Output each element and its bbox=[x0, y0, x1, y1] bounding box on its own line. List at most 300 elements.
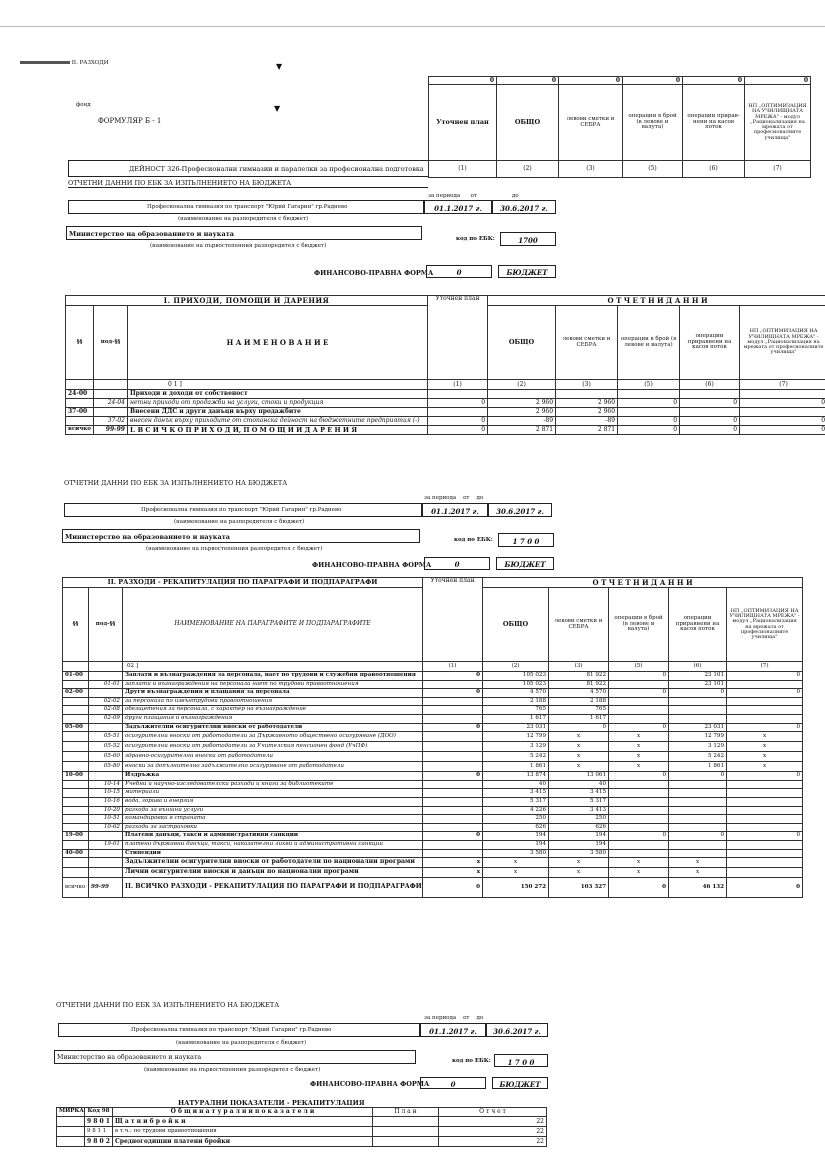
row-value: 12 799 bbox=[483, 732, 549, 742]
row-par bbox=[63, 868, 89, 878]
row-value: 0 bbox=[549, 723, 609, 732]
row-value: x bbox=[609, 742, 669, 752]
natural-title: НАТУРАЛНИ ПОКАЗАТЕЛИ - РЕКАПИТУЛАЦИЯ bbox=[178, 1099, 365, 1107]
row-value: 0 bbox=[740, 399, 825, 408]
row-par: 37-00 bbox=[66, 408, 94, 417]
row-value bbox=[727, 789, 803, 798]
row-value bbox=[727, 849, 803, 858]
row-par: 05-00 bbox=[63, 723, 89, 732]
row-value: 23 031 bbox=[669, 723, 727, 732]
row-value: x bbox=[727, 732, 803, 742]
row-name: здравно-осигурителни вноски от работодатели bbox=[123, 752, 423, 762]
row-value bbox=[618, 408, 680, 417]
col-number: (2) bbox=[488, 380, 556, 390]
row-subpar bbox=[89, 868, 123, 878]
row-value: 0 bbox=[727, 832, 803, 841]
row-value bbox=[609, 697, 669, 706]
row-value: 105 023 bbox=[483, 672, 549, 681]
fin-type: БЮДЖЕТ bbox=[498, 265, 556, 278]
fin-value: 0 bbox=[426, 265, 492, 278]
row-value bbox=[609, 714, 669, 723]
col-header: операции в брой (в левове и валута) bbox=[609, 588, 669, 662]
col-header: операции в брой (в левове и валута) bbox=[618, 306, 680, 380]
row-par: 19-00 bbox=[63, 832, 89, 841]
row-value: 4 570 bbox=[549, 689, 609, 698]
ebk-code: 1 7 0 0 bbox=[494, 1054, 548, 1067]
row-value: 0 bbox=[727, 772, 803, 781]
row-value bbox=[609, 849, 669, 858]
row-plan bbox=[423, 706, 483, 715]
row-subpar: 01-01 bbox=[89, 680, 123, 689]
report-title: ОТЧЕТНИ ДАННИ ПО ЕБК ЗА ИЗПЪЛНЕНИЕТО НА БЮДЖЕТА bbox=[64, 479, 288, 487]
row-par bbox=[63, 780, 89, 789]
total-name: II. ВСИЧКО РАЗХОДИ - РЕКАПИТУЛАЦИЯ ПО ПАРАГРАФИ И ПОДПАРАГРАФИ bbox=[123, 878, 423, 898]
row-plan bbox=[423, 714, 483, 723]
row-plan bbox=[423, 797, 483, 806]
col-number: (5) bbox=[618, 380, 680, 390]
row-plan: x bbox=[423, 858, 483, 868]
row-value: 0 bbox=[609, 723, 669, 732]
row-subpar bbox=[89, 849, 123, 858]
row-name: вноски за допълнително задължително осигуряване от работодатели bbox=[123, 762, 423, 772]
row-value: 0 bbox=[618, 399, 680, 408]
row-subpar: 10-14 bbox=[89, 780, 123, 789]
report-title: ОТЧЕТНИ ДАННИ ПО ЕБК ЗА ИЗПЪЛНЕНИЕТО НА БЮДЖЕТА bbox=[68, 179, 428, 188]
row-plan bbox=[423, 780, 483, 789]
row-plan: 0 bbox=[428, 417, 488, 426]
row-name: Приходи и доходи от собственост bbox=[128, 390, 428, 399]
row-value bbox=[669, 806, 727, 815]
top-zero: 0 bbox=[745, 77, 811, 85]
col-header: операции приравнени на касов поток bbox=[669, 588, 727, 662]
row-value: 3 129 bbox=[483, 742, 549, 752]
ebk-code: 1 7 0 0 bbox=[498, 533, 554, 547]
col-number: (7) bbox=[727, 662, 803, 672]
row-subpar: 24-04 bbox=[94, 399, 128, 408]
row-value: 13 874 bbox=[483, 772, 549, 781]
row-subpar: 10-20 bbox=[89, 806, 123, 815]
row-value: 23 101 bbox=[669, 672, 727, 681]
date-to: 30.6.2017 г. bbox=[486, 1023, 548, 1037]
row-name: вода, горива и енергия bbox=[123, 797, 423, 806]
col-header: ОБЩО bbox=[483, 588, 549, 662]
total-value: 103 327 bbox=[549, 878, 609, 898]
row-value: x bbox=[549, 732, 609, 742]
row-plan bbox=[373, 1117, 439, 1127]
code-row: 02 ] bbox=[123, 662, 423, 672]
row-name: обезщетения за персонала, с характер на възнаграждение bbox=[123, 706, 423, 715]
ministry-name: Министерство на образованието и науката bbox=[62, 529, 420, 543]
row-value: 2 188 bbox=[549, 697, 609, 706]
col-header: НП „ОПТИМИЗАЦИЯ НА УЧИЛИЩНАТА МРЕЖА" - модул „Рационализация на мрежата от професионалните училища" bbox=[745, 85, 811, 161]
code-header: Код 98 bbox=[85, 1108, 113, 1117]
row-code: 9 8 1 1 bbox=[85, 1127, 113, 1137]
col-header: левови сметки и СЕБРА bbox=[559, 85, 623, 161]
row-plan bbox=[423, 732, 483, 742]
row-name: платени държавни данъци, такси, наказателни лихви и административни санкции bbox=[123, 840, 423, 849]
row-value: x bbox=[727, 752, 803, 762]
row-value: 765 bbox=[549, 706, 609, 715]
row-value: 5 242 bbox=[483, 752, 549, 762]
row-par bbox=[63, 789, 89, 798]
col-number: (5) bbox=[609, 662, 669, 672]
row-name: I. В С И Ч К О П Р И Х О Д И, П О М О Щ И И Д А Р Е Н И Я bbox=[128, 426, 428, 435]
marka-header: МИРКА bbox=[57, 1108, 85, 1117]
row-par: 40-00 bbox=[63, 849, 89, 858]
row-value: 0 bbox=[680, 426, 740, 435]
income-row bbox=[66, 426, 825, 435]
row-value bbox=[727, 706, 803, 715]
row-value: 0 bbox=[609, 672, 669, 681]
row-par bbox=[63, 680, 89, 689]
row-name: Лични осигурителни вноски и данъци по национални програми bbox=[123, 868, 423, 878]
col-number: (3) bbox=[559, 161, 623, 178]
org-name: Професионална гимназия по транспорт "Юрий Гагарин" гр.Раднево bbox=[58, 1023, 420, 1037]
col-header: ОБЩО bbox=[497, 85, 559, 161]
row-name: нетни приходи от продажби на услуги, стоки и продукция bbox=[128, 399, 428, 408]
row-value: 40 bbox=[549, 780, 609, 789]
row-value bbox=[669, 823, 727, 832]
row-value: x bbox=[483, 858, 549, 868]
row-plan bbox=[423, 849, 483, 858]
income-table bbox=[65, 295, 825, 435]
row-value bbox=[609, 780, 669, 789]
natural-row bbox=[57, 1137, 547, 1147]
name-header: НАИМЕНОВАНИЕ НА ПАРАГРАФИТЕ И ПОДПАРАГРАФИТЕ bbox=[123, 588, 423, 662]
row-subpar: 05-52 bbox=[89, 742, 123, 752]
row-value: 0 bbox=[618, 426, 680, 435]
row-subpar: 05-60 bbox=[89, 752, 123, 762]
top-zero: 0 bbox=[623, 77, 683, 85]
row-par bbox=[66, 417, 94, 426]
row-name: внесен данък върху приходите от стопанска дейност на бюджетните предприятия (-) bbox=[128, 417, 428, 426]
row-report: 22 bbox=[439, 1127, 547, 1137]
ebk-label: код по ЕБК: bbox=[452, 1058, 491, 1064]
row-plan bbox=[423, 823, 483, 832]
col-number: (6) bbox=[669, 662, 727, 672]
row-plan bbox=[423, 789, 483, 798]
total-value: 0 bbox=[609, 878, 669, 898]
row-value: 2 871 bbox=[556, 426, 618, 435]
row-name: Заплати и възнаграждения за персонала, нает по трудови и служебни правоотношения bbox=[123, 672, 423, 681]
expense-row bbox=[63, 680, 803, 689]
row-value: 0 bbox=[727, 723, 803, 732]
row-value: 0 bbox=[618, 417, 680, 426]
period-label: за периода от до bbox=[424, 1015, 484, 1021]
row-value: x bbox=[549, 858, 609, 868]
row-value: 12 799 bbox=[669, 732, 727, 742]
row-name: Стипендии bbox=[123, 849, 423, 858]
row-value: 765 bbox=[483, 706, 549, 715]
col-number: (6) bbox=[683, 161, 745, 178]
row-value: 2 960 bbox=[556, 399, 618, 408]
chevron-down-icon[interactable]: ▼ bbox=[274, 104, 281, 113]
col-number: (3) bbox=[556, 380, 618, 390]
row-value bbox=[727, 797, 803, 806]
col-number: (6) bbox=[680, 380, 740, 390]
top-scan-line bbox=[0, 26, 825, 27]
row-value: x bbox=[609, 868, 669, 878]
row-value: 0 bbox=[680, 399, 740, 408]
expense-row bbox=[63, 832, 803, 841]
income-plan-header: Уточнен план bbox=[428, 296, 488, 380]
col-number: (5) bbox=[623, 161, 683, 178]
row-value: 13 061 bbox=[549, 772, 609, 781]
row-value bbox=[609, 815, 669, 824]
row-value: 40 bbox=[483, 780, 549, 789]
row-value bbox=[669, 789, 727, 798]
col-number: (2) bbox=[483, 662, 549, 672]
row-subpar: 10-16 bbox=[89, 797, 123, 806]
row-par bbox=[63, 706, 89, 715]
period-label: за периода от до bbox=[428, 193, 519, 199]
income-title: I. ПРИХОДИ, ПОМОЩИ И ДАРЕНИЯ bbox=[66, 296, 428, 306]
row-name: за персонала по извънтрудови правоотношения bbox=[123, 697, 423, 706]
row-value bbox=[727, 840, 803, 849]
row-subpar: 05-51 bbox=[89, 732, 123, 742]
col-header: Уточнен план bbox=[429, 85, 497, 161]
row-par bbox=[63, 797, 89, 806]
row-par: 01-00 bbox=[63, 672, 89, 681]
row-value: x bbox=[669, 858, 727, 868]
row-value: 105 023 bbox=[483, 680, 549, 689]
ministry-caption: (наименование на първостепенния разпоредител с бюджет) bbox=[150, 243, 327, 249]
col-header: операции приравнени на касов поток bbox=[680, 306, 740, 380]
row-value bbox=[618, 390, 680, 399]
col-number: (7) bbox=[745, 161, 811, 178]
row-subpar: 02-02 bbox=[89, 697, 123, 706]
ministry-caption: (наименование на първостепенния разпоредител с бюджет) bbox=[144, 1067, 321, 1073]
expense-row bbox=[63, 780, 803, 789]
row-value: 1 861 bbox=[669, 762, 727, 772]
row-par bbox=[63, 762, 89, 772]
row-value: 5 242 bbox=[669, 752, 727, 762]
row-value bbox=[727, 858, 803, 868]
top-header-table bbox=[428, 76, 811, 178]
expense-row bbox=[63, 849, 803, 858]
row-value: 1 861 bbox=[483, 762, 549, 772]
row-subpar: 99-99 bbox=[94, 426, 128, 435]
expense-row bbox=[63, 772, 803, 781]
total-subpar: 99-99 bbox=[89, 878, 123, 898]
report-title: ОТЧЕТНИ ДАННИ ПО ЕБК ЗА ИЗПЪЛНЕНИЕТО НА БЮДЖЕТА bbox=[56, 1001, 280, 1009]
natural-row bbox=[57, 1127, 547, 1137]
form-label: ФОРМУЛЯР Б - 1 bbox=[98, 117, 162, 125]
row-value: 5 317 bbox=[483, 797, 549, 806]
fin-value: 0 bbox=[420, 1077, 486, 1089]
row-name: Издръжка bbox=[123, 772, 423, 781]
ebk-label: код по ЕБК: bbox=[456, 236, 495, 242]
fin-label: ФИНАНСОВО-ПРАВНА ФОРМА bbox=[314, 269, 434, 277]
row-value: 3 580 bbox=[483, 849, 549, 858]
name-header: Н А И М Е Н О В А Н И Е bbox=[128, 306, 428, 380]
expense-row bbox=[63, 742, 803, 752]
row-value: x bbox=[609, 762, 669, 772]
section-select[interactable] bbox=[20, 60, 285, 70]
row-value: x bbox=[609, 752, 669, 762]
row-par bbox=[63, 752, 89, 762]
period-label: за периода от до bbox=[424, 495, 484, 501]
row-value bbox=[669, 815, 727, 824]
row-subpar: 37-02 bbox=[94, 417, 128, 426]
fin-label: ФИНАНСОВО-ПРАВНА ФОРМА bbox=[310, 1080, 430, 1088]
row-value: 23 101 bbox=[669, 680, 727, 689]
row-subpar bbox=[89, 672, 123, 681]
row-par: всичко bbox=[66, 426, 94, 435]
row-plan bbox=[428, 390, 488, 399]
row-par: 24-00 bbox=[66, 390, 94, 399]
row-value bbox=[680, 390, 740, 399]
row-value: 626 bbox=[483, 823, 549, 832]
chevron-down-icon[interactable]: ▼ bbox=[276, 62, 283, 71]
row-value bbox=[727, 823, 803, 832]
row-value: 4 570 bbox=[483, 689, 549, 698]
fin-type: БЮДЖЕТ bbox=[492, 1077, 548, 1089]
row-plan: 0 bbox=[423, 672, 483, 681]
row-value: 1 617 bbox=[483, 714, 549, 723]
date-from: 01.1.2017 г. bbox=[420, 1023, 486, 1037]
row-value: x bbox=[549, 762, 609, 772]
row-name: в т.ч.: по трудови правоотношения bbox=[113, 1127, 373, 1137]
subpar-header: под-§§ bbox=[89, 588, 123, 662]
expense-plan-header: Уточнен план bbox=[423, 578, 483, 662]
row-subpar: 10-15 bbox=[89, 789, 123, 798]
row-plan: 0 bbox=[423, 832, 483, 841]
expense-row bbox=[63, 732, 803, 742]
row-value: x bbox=[549, 752, 609, 762]
row-plan bbox=[423, 680, 483, 689]
row-subpar bbox=[89, 689, 123, 698]
row-value: 3 580 bbox=[549, 849, 609, 858]
row-subpar bbox=[89, 832, 123, 841]
row-value: 2 960 bbox=[488, 399, 556, 408]
row-name: материали bbox=[123, 789, 423, 798]
expense-row bbox=[63, 797, 803, 806]
row-value: 3 413 bbox=[549, 806, 609, 815]
col-header: ОБЩО bbox=[488, 306, 556, 380]
row-plan bbox=[428, 408, 488, 417]
row-plan bbox=[423, 840, 483, 849]
expense-title: II. РАЗХОДИ - РЕКАПИТУЛАЦИЯ ПО ПАРАГРАФИ И ПОДПАРАГРАФИ bbox=[63, 578, 423, 588]
row-value bbox=[669, 849, 727, 858]
row-value: 2 188 bbox=[483, 697, 549, 706]
col-number: (2) bbox=[497, 161, 559, 178]
row-par bbox=[63, 742, 89, 752]
ministry-caption: (наименование на първостепенния разпоредител с бюджет) bbox=[146, 546, 323, 552]
income-row bbox=[66, 417, 825, 426]
row-par bbox=[63, 815, 89, 824]
expense-row bbox=[63, 723, 803, 732]
par-header: §§ bbox=[66, 306, 94, 380]
row-marka bbox=[57, 1117, 85, 1127]
row-value bbox=[740, 408, 825, 417]
col-header: НП „ОПТИМИЗАЦИЯ НА УЧИЛИЩНАТА МРЕЖА" - модул „Рационализация на мрежата от професионалните училища" bbox=[727, 588, 803, 662]
natural-name-header: О б щ и н а т у р а л н и п о к а з а т е л и bbox=[113, 1108, 373, 1117]
fund-label: фонд bbox=[76, 102, 91, 108]
row-subpar bbox=[94, 408, 128, 417]
row-value: 194 bbox=[483, 832, 549, 841]
col-number: (3) bbox=[549, 662, 609, 672]
par-header: §§ bbox=[63, 588, 89, 662]
row-par bbox=[66, 399, 94, 408]
row-value bbox=[609, 840, 669, 849]
row-value: 5 317 bbox=[549, 797, 609, 806]
row-value bbox=[609, 806, 669, 815]
date-from: 01.1.2017 г. bbox=[422, 503, 488, 517]
col-header: левови сметки и СЕБРА bbox=[556, 306, 618, 380]
row-value: 250 bbox=[549, 815, 609, 824]
row-par bbox=[63, 732, 89, 742]
row-plan bbox=[423, 762, 483, 772]
row-subpar bbox=[89, 723, 123, 732]
row-value: 2 871 bbox=[488, 426, 556, 435]
row-value: 0 bbox=[740, 426, 825, 435]
row-value bbox=[740, 390, 825, 399]
row-par bbox=[63, 840, 89, 849]
row-value bbox=[609, 789, 669, 798]
row-value: 0 bbox=[669, 832, 727, 841]
row-par bbox=[63, 714, 89, 723]
expense-reported-header: О Т Ч Е Т Н И Д А Н Н И bbox=[483, 578, 803, 588]
row-value: x bbox=[727, 742, 803, 752]
row-value: 0 bbox=[669, 772, 727, 781]
row-value: 4 226 bbox=[483, 806, 549, 815]
row-plan bbox=[423, 752, 483, 762]
row-subpar: 05-80 bbox=[89, 762, 123, 772]
expense-row bbox=[63, 752, 803, 762]
date-to: 30.6.2017 г. bbox=[492, 200, 556, 214]
row-plan bbox=[423, 742, 483, 752]
fin-type: БЮДЖЕТ bbox=[496, 557, 554, 570]
row-subpar: 10-51 bbox=[89, 815, 123, 824]
expense-row bbox=[63, 689, 803, 698]
row-value: -89 bbox=[488, 417, 556, 426]
col-header: НП „ОПТИМИЗАЦИЯ НА УЧИЛИЩНАТА МРЕЖА" - модул „Рационализация на мрежата от професионалните училища" bbox=[740, 306, 825, 380]
row-value: x bbox=[609, 858, 669, 868]
row-value bbox=[669, 780, 727, 789]
expense-row bbox=[63, 868, 803, 878]
natural-row bbox=[57, 1117, 547, 1127]
col-number: (1) bbox=[429, 161, 497, 178]
row-value: 81 922 bbox=[549, 672, 609, 681]
row-value: 0 bbox=[609, 772, 669, 781]
total-value: 46 132 bbox=[669, 878, 727, 898]
org-name: Професионална гимназия по транспорт "Юрий Гагарин" гр.Раднево bbox=[64, 503, 422, 517]
col-header: левови сметки и СЕБРА bbox=[549, 588, 609, 662]
code-row: 0 1 ] bbox=[128, 380, 428, 390]
expense-row bbox=[63, 806, 803, 815]
row-value bbox=[727, 780, 803, 789]
expense-row bbox=[63, 823, 803, 832]
row-value: 3 415 bbox=[483, 789, 549, 798]
row-plan: 0 bbox=[423, 723, 483, 732]
row-name: Платени данъци, такси и административни санкции bbox=[123, 832, 423, 841]
col-header: операции приравнени на касов поток bbox=[683, 85, 745, 161]
row-subpar: 19-01 bbox=[89, 840, 123, 849]
row-plan bbox=[373, 1127, 439, 1137]
activity-line: ДЕЙНОСТ 326-Професионални гимназии и паралелки за професионална подготовка bbox=[68, 160, 428, 177]
row-par bbox=[63, 806, 89, 815]
income-row bbox=[66, 390, 825, 399]
expense-table bbox=[62, 577, 803, 898]
row-value bbox=[727, 815, 803, 824]
row-value: 0 bbox=[740, 417, 825, 426]
org-caption: (наименование на разпоредителя с бюджет) bbox=[176, 1040, 307, 1046]
row-name: Задължителни осигурителни вноски от работодатели bbox=[123, 723, 423, 732]
row-plan bbox=[423, 697, 483, 706]
row-value: 3 129 bbox=[669, 742, 727, 752]
row-value bbox=[727, 806, 803, 815]
